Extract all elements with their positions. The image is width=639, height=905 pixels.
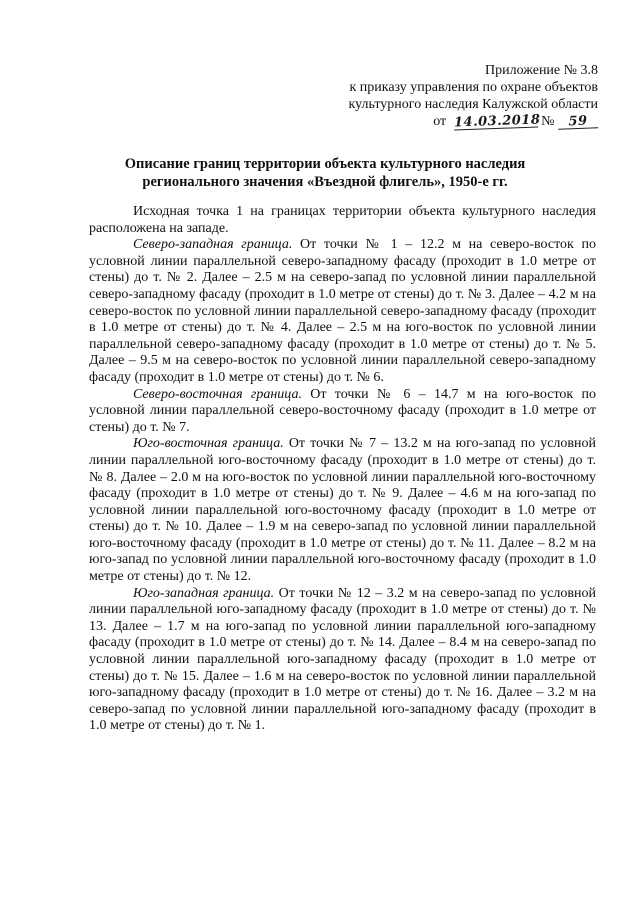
paragraph-heading: Юго-западная граница. (133, 585, 275, 601)
title-line-2: регионального значения «Въездной флигель», 1950-е гг. (142, 174, 508, 190)
paragraph-text: От точки № 7 – 13.2 м на юго-запад по условной линии параллельной юго-восточному фасаду (проходит в 1.0 метре от стены) до т. № 8. Далее – 2.0 м на юго-восток по условной линии параллельной юго-восточному фасаду (проходит в 1.0 метре от стены) до т. № 9. Далее – 4.6 м на юго-запад по условной линии параллельной юго-восточному фасаду (проходит в 1.0 метре от стены) до т. № 10. Далее – 1.9 м на северо-запад по условной линии параллельной юго-восточному фасаду (проходит в 1.0 метре от стены) до т. № 11. Далее – 8.2 м на юго-запад по условной линии параллельной юго-восточному фасаду (проходит в 1.0 метре от стены) до т. № 12. (89, 436, 597, 585)
paragraph-north-west-border (89, 237, 596, 386)
paragraph-text: От точки № 6 – 14.7 м на юго-восток по условной линии параллельной северо-восточному фасаду (проходит в 1.0 метре от стены) до т. № 7. (89, 386, 596, 435)
paragraph-start-point (89, 204, 596, 237)
paragraph-heading: Северо-западная граница. (133, 237, 293, 253)
title-line-1: Описание границ территории объекта культурного наследия (124, 156, 526, 172)
appendix-line-3: культурного наследия Калужской области (348, 97, 598, 112)
number-label: № (541, 114, 555, 129)
paragraph-text: От точки № 12 – 3.2 м на северо-запад по условной линии параллельной юго-западному фасаду (проходит в 1.0 метре от стены) до т. № 13. Далее – 1.7 м на юго-запад по условной линии параллельной юго-западному фасаду (проходит в 1.0 метре от стены) до т. № 14. Далее – 8.4 м на северо-запад по условной линии параллельной юго-западному фасаду (проходит в 1.0 метре от стены) до т. № 15. Далее – 1.6 м на северо-восток по условной линии параллельной юго-западному фасаду (проходит в 1.0 метре от стены) до т. № 16. Далее – 3.2 м на северо-запад по условной линии параллельной юго-западному фасаду (проходит в 1.0 метре от стены) до т. № 1. (89, 585, 596, 734)
appendix-line-2: к приказу управления по охране объектов (349, 80, 598, 95)
paragraph-text: Исходная точка 1 на границах территории объекта культурного наследия расположена на западе. (89, 204, 596, 236)
paragraph-heading: Северо-восточная граница. (133, 386, 302, 402)
paragraph-text: От точки № 1 – 12.2 м на северо-восток по условной линии параллельной северо-западному фасаду (проходит в 1.0 метре от стены) до т. № 2. Далее – 2.5 м на северо-запад по условной линии параллельной северо-западному фасаду (проходит в 1.0 метре от стены) до т. № 3. Далее – 4.2 м на северо-восток по условной линии параллельной северо-западному фасаду (проходит в 1.0 метре от стены) до т. № 4. Далее – 2.5 м на юго-восток по условной линии параллельной северо-западному фасаду (проходит в 1.0 метре от стены) до т. № 5. Далее – 9.5 м на северо-восток по условной линии параллельной северо-западному фасаду (проходит в 1.0 метре от стены) до т. № 6. (89, 237, 596, 385)
paragraph-heading: Юго-восточная граница. (133, 436, 284, 452)
ot-label: от (433, 114, 447, 129)
paragraph-south-west-border (89, 586, 596, 735)
appendix-header (349, 62, 598, 130)
paragraph-south-east-border (89, 436, 596, 585)
document-title (80, 155, 570, 191)
document-body (89, 204, 596, 735)
appendix-line-1: Приложение № 3.8 (485, 63, 598, 78)
order-date-number-line (349, 113, 598, 130)
handwritten-number: 59 (558, 114, 598, 129)
paragraph-north-east-border (89, 387, 596, 437)
handwritten-date: 14.03.2018 (453, 112, 541, 131)
